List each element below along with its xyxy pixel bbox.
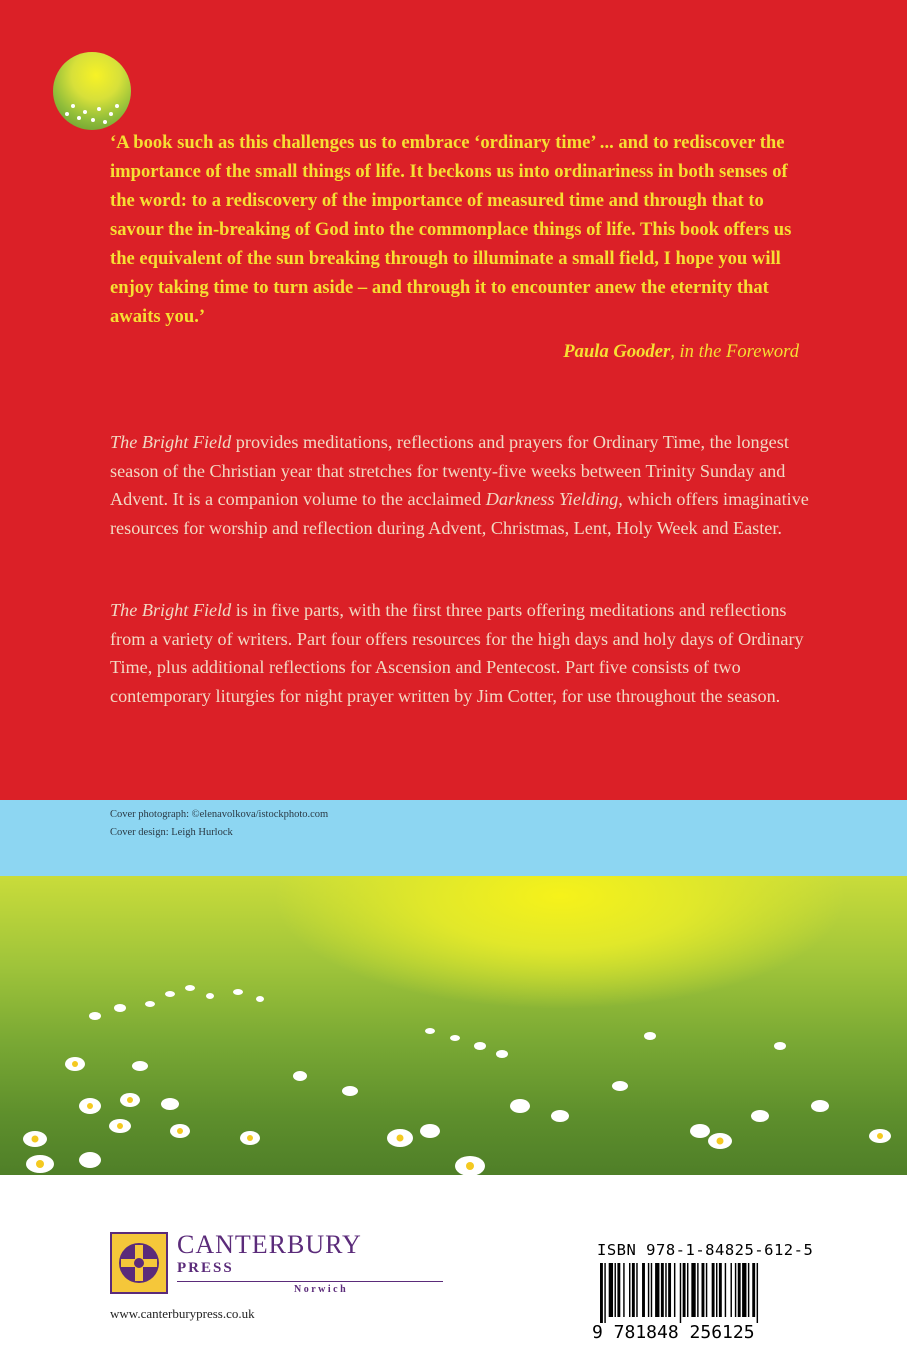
quote-author: Paula Gooder bbox=[563, 341, 671, 362]
book-title: The Bright Field bbox=[110, 600, 232, 620]
barcode-bar bbox=[691, 1263, 695, 1317]
cover-credits bbox=[110, 806, 328, 842]
barcode-bar bbox=[661, 1263, 664, 1317]
barcode-bar bbox=[651, 1263, 652, 1317]
quote-text: ‘A book such as this challenges us to embrace ‘ordinary time’ ... and to rediscover the importance of the small things of life. It beckons us into ordinariness in both senses of the word: to a rediscovery of the importance of measured time and through that to savour the in-breaking of God into the commonplace things of life. This book offers us the equivalent of the sun breaking through to illuminate a small field, I hope you will enjoy taking time to turn aside – and through it to encounter anew the eternity that awaits you.’ bbox=[110, 132, 792, 327]
isbn-label: ISBN 978-1-84825-612-5 bbox=[597, 1241, 814, 1259]
field-thumbnail-image bbox=[53, 52, 131, 130]
endorsement-quote bbox=[110, 128, 810, 331]
barcode-bar bbox=[735, 1263, 736, 1317]
publisher-name: CANTERBURY bbox=[177, 1230, 362, 1259]
barcode-bar bbox=[706, 1263, 707, 1317]
design-credit: Cover design: Leigh Hurlock bbox=[110, 827, 233, 838]
barcode-bar bbox=[687, 1263, 688, 1317]
barcode-bar bbox=[668, 1263, 671, 1317]
barcode-bar bbox=[742, 1263, 746, 1317]
barcode-bar bbox=[617, 1263, 620, 1317]
publisher-city: Norwich bbox=[294, 1284, 349, 1295]
barcode-bar bbox=[623, 1263, 624, 1317]
barcode-bar bbox=[648, 1263, 649, 1317]
barcode-bar bbox=[636, 1263, 637, 1317]
barcode-bar bbox=[725, 1263, 726, 1317]
photo-credit: Cover photograph: ©elenavolkova/istockphoto.com bbox=[110, 809, 329, 820]
barcode-bar bbox=[712, 1263, 715, 1317]
barcode-bar bbox=[680, 1263, 681, 1323]
publisher-press: PRESS bbox=[177, 1260, 234, 1276]
barcode-bar bbox=[683, 1263, 686, 1317]
barcode-bar bbox=[757, 1263, 758, 1323]
barcode-bar bbox=[600, 1263, 603, 1323]
barcode-bar bbox=[752, 1263, 755, 1317]
companion-book-title: Darkness Yielding bbox=[485, 489, 619, 510]
description-paragraph-1: The Bright Field provides meditations, reflections and prayers for Ordinary Time, the longest season of the Christian year that stretches for twenty-five weeks between Trinity Sunday and Advent. It is a companion volume to the acclaimed Darkness Yielding, which offers imaginative resources for worship and reflection during Advent, Christmas, Lent, Holy Week and Easter. bbox=[110, 432, 809, 538]
barcode-bar bbox=[748, 1263, 749, 1317]
publisher-rule bbox=[177, 1281, 443, 1282]
publisher-logo bbox=[110, 1232, 168, 1294]
daisies-illustration bbox=[0, 876, 907, 1175]
barcode-digits: 9 781848 256125 bbox=[592, 1322, 755, 1343]
barcode-bar bbox=[731, 1263, 732, 1317]
cross-emblem-icon bbox=[112, 1234, 166, 1292]
barcode-bar bbox=[609, 1263, 613, 1317]
barcode-bar bbox=[665, 1263, 666, 1317]
barcode bbox=[596, 1263, 810, 1323]
barcode-bar bbox=[697, 1263, 698, 1317]
barcode-bar bbox=[615, 1263, 616, 1317]
barcode-bar bbox=[738, 1263, 741, 1317]
publisher-website: www.canterburypress.co.uk bbox=[110, 1306, 255, 1321]
barcode-bar bbox=[716, 1263, 717, 1317]
barcode-bar bbox=[642, 1263, 645, 1317]
barcode-bar bbox=[655, 1263, 659, 1317]
quote-attribution bbox=[563, 341, 799, 363]
barcode-bar bbox=[632, 1263, 635, 1317]
quote-author-suffix: , in the Foreword bbox=[670, 341, 799, 362]
barcode-bar bbox=[702, 1263, 705, 1317]
book-title: The Bright Field bbox=[110, 432, 232, 452]
barcode-bar bbox=[604, 1263, 605, 1323]
barcode-bar bbox=[629, 1263, 630, 1317]
meadow-photo bbox=[0, 876, 907, 1175]
barcode-bar bbox=[674, 1263, 675, 1317]
description-paragraph-2: The Bright Field is in five parts, with the first three parts offering meditations and reflections from a variety of writers. Part four offers resources for the high days and holy days of Ordinary Time, plus additional reflections for Ascension and Pentecost. Part five consists of two contemporary liturgies for night prayer written by Jim Cotter, for use throughout the season. bbox=[110, 600, 804, 706]
barcode-bar bbox=[719, 1263, 722, 1317]
